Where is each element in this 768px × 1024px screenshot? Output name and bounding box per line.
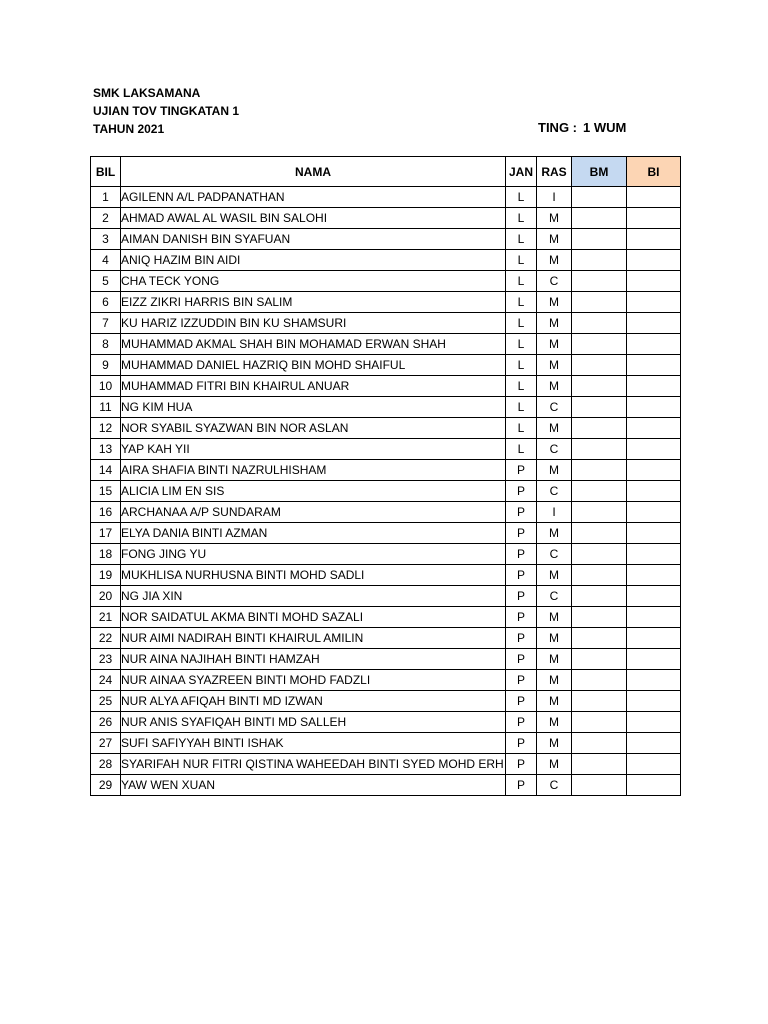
cell-ras: M bbox=[537, 523, 572, 544]
cell-bi[interactable] bbox=[627, 271, 681, 292]
cell-nama: NG KIM HUA bbox=[121, 397, 506, 418]
cell-bil: 22 bbox=[91, 628, 121, 649]
cell-jan: P bbox=[506, 502, 537, 523]
cell-bil: 21 bbox=[91, 607, 121, 628]
cell-bi[interactable] bbox=[627, 292, 681, 313]
column-header-bil: BIL bbox=[91, 157, 121, 187]
cell-bil: 5 bbox=[91, 271, 121, 292]
cell-jan: L bbox=[506, 418, 537, 439]
cell-jan: P bbox=[506, 628, 537, 649]
cell-jan: L bbox=[506, 355, 537, 376]
cell-bil: 20 bbox=[91, 586, 121, 607]
cell-nama: AIMAN DANISH BIN SYAFUAN bbox=[121, 229, 506, 250]
cell-jan: L bbox=[506, 292, 537, 313]
cell-bi[interactable] bbox=[627, 565, 681, 586]
cell-nama: MUHAMMAD AKMAL SHAH BIN MOHAMAD ERWAN SHAH bbox=[121, 334, 506, 355]
cell-nama: NOR SYABIL SYAZWAN BIN NOR ASLAN bbox=[121, 418, 506, 439]
cell-ras: M bbox=[537, 376, 572, 397]
cell-jan: L bbox=[506, 229, 537, 250]
table-row bbox=[91, 502, 681, 523]
table-header-row bbox=[91, 157, 681, 187]
cell-bi[interactable] bbox=[627, 397, 681, 418]
cell-bil: 23 bbox=[91, 649, 121, 670]
table-row bbox=[91, 439, 681, 460]
table-row bbox=[91, 733, 681, 754]
cell-bm[interactable] bbox=[572, 733, 627, 754]
cell-bi[interactable] bbox=[627, 313, 681, 334]
cell-ras: C bbox=[537, 439, 572, 460]
cell-ras: M bbox=[537, 712, 572, 733]
cell-bm[interactable] bbox=[572, 691, 627, 712]
cell-bm[interactable] bbox=[572, 418, 627, 439]
cell-nama: ANIQ HAZIM BIN AIDI bbox=[121, 250, 506, 271]
cell-bi[interactable] bbox=[627, 775, 681, 796]
cell-ras: M bbox=[537, 355, 572, 376]
cell-nama: NUR AIMI NADIRAH BINTI KHAIRUL AMILIN bbox=[121, 628, 506, 649]
table-row bbox=[91, 271, 681, 292]
cell-ras: M bbox=[537, 649, 572, 670]
cell-bm[interactable] bbox=[572, 250, 627, 271]
cell-bil: 17 bbox=[91, 523, 121, 544]
table-row bbox=[91, 355, 681, 376]
cell-jan: L bbox=[506, 271, 537, 292]
cell-ras: M bbox=[537, 418, 572, 439]
cell-bm[interactable] bbox=[572, 775, 627, 796]
cell-nama: NUR ALYA AFIQAH BINTI MD IZWAN bbox=[121, 691, 506, 712]
cell-bm[interactable] bbox=[572, 481, 627, 502]
cell-bi[interactable] bbox=[627, 523, 681, 544]
cell-bi[interactable] bbox=[627, 439, 681, 460]
cell-bi[interactable] bbox=[627, 670, 681, 691]
table-row bbox=[91, 460, 681, 481]
cell-bi[interactable] bbox=[627, 208, 681, 229]
student-roster-table bbox=[90, 156, 681, 796]
cell-bi[interactable] bbox=[627, 460, 681, 481]
cell-jan: P bbox=[506, 754, 537, 775]
cell-bil: 7 bbox=[91, 313, 121, 334]
cell-ras: I bbox=[537, 187, 572, 208]
cell-bi[interactable] bbox=[627, 355, 681, 376]
cell-bil: 19 bbox=[91, 565, 121, 586]
cell-jan: L bbox=[506, 250, 537, 271]
cell-bi[interactable] bbox=[627, 544, 681, 565]
cell-ras: M bbox=[537, 691, 572, 712]
cell-ras: M bbox=[537, 607, 572, 628]
cell-nama: ARCHANAA A/P SUNDARAM bbox=[121, 502, 506, 523]
cell-bm[interactable] bbox=[572, 397, 627, 418]
column-header-bi: BI bbox=[627, 157, 681, 187]
cell-bil: 28 bbox=[91, 754, 121, 775]
cell-bi[interactable] bbox=[627, 334, 681, 355]
cell-jan: P bbox=[506, 565, 537, 586]
cell-bi[interactable] bbox=[627, 481, 681, 502]
cell-bi[interactable] bbox=[627, 733, 681, 754]
cell-bi[interactable] bbox=[627, 607, 681, 628]
cell-jan: P bbox=[506, 586, 537, 607]
cell-ras: M bbox=[537, 292, 572, 313]
cell-nama: MUHAMMAD FITRI BIN KHAIRUL ANUAR bbox=[121, 376, 506, 397]
cell-ras: M bbox=[537, 565, 572, 586]
cell-ras: M bbox=[537, 628, 572, 649]
cell-bi[interactable] bbox=[627, 586, 681, 607]
cell-bil: 16 bbox=[91, 502, 121, 523]
column-header-bm: BM bbox=[572, 157, 627, 187]
cell-bi[interactable] bbox=[627, 187, 681, 208]
cell-jan: P bbox=[506, 544, 537, 565]
cell-bi[interactable] bbox=[627, 691, 681, 712]
cell-bil: 14 bbox=[91, 460, 121, 481]
cell-nama: ELYA DANIA BINTI AZMAN bbox=[121, 523, 506, 544]
exam-year: TAHUN 2021 bbox=[93, 122, 165, 136]
cell-bil: 15 bbox=[91, 481, 121, 502]
cell-bm[interactable] bbox=[572, 271, 627, 292]
table-row bbox=[91, 418, 681, 439]
exam-title: UJIAN TOV TINGKATAN 1 bbox=[93, 104, 240, 118]
cell-bm[interactable] bbox=[572, 439, 627, 460]
cell-ras: C bbox=[537, 544, 572, 565]
cell-bm[interactable] bbox=[572, 292, 627, 313]
cell-ras: M bbox=[537, 733, 572, 754]
cell-nama: MUHAMMAD DANIEL HAZRIQ BIN MOHD SHAIFUL bbox=[121, 355, 506, 376]
table-row bbox=[91, 691, 681, 712]
column-header-nama: NAMA bbox=[121, 157, 506, 187]
cell-bil: 9 bbox=[91, 355, 121, 376]
table-row bbox=[91, 649, 681, 670]
cell-bil: 2 bbox=[91, 208, 121, 229]
cell-jan: P bbox=[506, 481, 537, 502]
cell-nama: AIRA SHAFIA BINTI NAZRULHISHAM bbox=[121, 460, 506, 481]
cell-bm[interactable] bbox=[572, 670, 627, 691]
cell-bi[interactable] bbox=[627, 502, 681, 523]
cell-bm[interactable] bbox=[572, 544, 627, 565]
table-row bbox=[91, 334, 681, 355]
cell-nama: AGILENN A/L PADPANATHAN bbox=[121, 187, 506, 208]
cell-nama: MUKHLISA NURHUSNA BINTI MOHD SADLI bbox=[121, 565, 506, 586]
cell-ras: C bbox=[537, 397, 572, 418]
cell-ras: M bbox=[537, 250, 572, 271]
cell-ras: M bbox=[537, 208, 572, 229]
cell-jan: P bbox=[506, 691, 537, 712]
cell-ras: I bbox=[537, 502, 572, 523]
cell-bm[interactable] bbox=[572, 754, 627, 775]
cell-bm[interactable] bbox=[572, 376, 627, 397]
cell-bi[interactable] bbox=[627, 628, 681, 649]
table-row bbox=[91, 607, 681, 628]
cell-jan: L bbox=[506, 334, 537, 355]
cell-ras: M bbox=[537, 754, 572, 775]
cell-jan: P bbox=[506, 775, 537, 796]
cell-bi[interactable] bbox=[627, 754, 681, 775]
cell-jan: L bbox=[506, 187, 537, 208]
cell-bm[interactable] bbox=[572, 523, 627, 544]
cell-ras: C bbox=[537, 775, 572, 796]
cell-nama: NUR AINA NAJIHAH BINTI HAMZAH bbox=[121, 649, 506, 670]
cell-ras: C bbox=[537, 481, 572, 502]
cell-jan: P bbox=[506, 670, 537, 691]
table-row bbox=[91, 229, 681, 250]
cell-nama: SYARIFAH NUR FITRI QISTINA WAHEEDAH BINTI SYED MOHD ERH bbox=[121, 754, 506, 775]
cell-bi[interactable] bbox=[627, 250, 681, 271]
cell-bm[interactable] bbox=[572, 229, 627, 250]
cell-nama: YAW WEN XUAN bbox=[121, 775, 506, 796]
table-row bbox=[91, 187, 681, 208]
cell-bi[interactable] bbox=[627, 712, 681, 733]
cell-bil: 18 bbox=[91, 544, 121, 565]
cell-bil: 12 bbox=[91, 418, 121, 439]
table-row bbox=[91, 712, 681, 733]
cell-nama: NUR ANIS SYAFIQAH BINTI MD SALLEH bbox=[121, 712, 506, 733]
cell-bm[interactable] bbox=[572, 649, 627, 670]
cell-bil: 11 bbox=[91, 397, 121, 418]
cell-bi[interactable] bbox=[627, 418, 681, 439]
table-row bbox=[91, 250, 681, 271]
cell-bi[interactable] bbox=[627, 649, 681, 670]
cell-ras: M bbox=[537, 670, 572, 691]
cell-bm[interactable] bbox=[572, 712, 627, 733]
cell-bi[interactable] bbox=[627, 229, 681, 250]
class-label-value: 1 WUM bbox=[583, 120, 627, 135]
cell-bil: 4 bbox=[91, 250, 121, 271]
cell-nama: NOR SAIDATUL AKMA BINTI MOHD SAZALI bbox=[121, 607, 506, 628]
class-label-key: TING : bbox=[538, 120, 577, 135]
table-row bbox=[91, 775, 681, 796]
cell-jan: L bbox=[506, 439, 537, 460]
cell-ras: M bbox=[537, 460, 572, 481]
cell-nama: NUR AINAA SYAZREEN BINTI MOHD FADZLI bbox=[121, 670, 506, 691]
table-row bbox=[91, 292, 681, 313]
cell-bm[interactable] bbox=[572, 208, 627, 229]
cell-nama: FONG JING YU bbox=[121, 544, 506, 565]
cell-bil: 29 bbox=[91, 775, 121, 796]
cell-ras: M bbox=[537, 334, 572, 355]
cell-bi[interactable] bbox=[627, 376, 681, 397]
cell-ras: M bbox=[537, 313, 572, 334]
cell-bm[interactable] bbox=[572, 187, 627, 208]
column-header-jan: JAN bbox=[506, 157, 537, 187]
table-row bbox=[91, 481, 681, 502]
cell-bm[interactable] bbox=[572, 334, 627, 355]
table-row bbox=[91, 397, 681, 418]
cell-ras: M bbox=[537, 229, 572, 250]
roster-body bbox=[91, 187, 681, 796]
cell-bm[interactable] bbox=[572, 628, 627, 649]
cell-jan: P bbox=[506, 460, 537, 481]
cell-ras: C bbox=[537, 586, 572, 607]
cell-jan: P bbox=[506, 649, 537, 670]
cell-nama: YAP KAH YII bbox=[121, 439, 506, 460]
cell-nama: KU HARIZ IZZUDDIN BIN KU SHAMSURI bbox=[121, 313, 506, 334]
table-row bbox=[91, 565, 681, 586]
cell-jan: P bbox=[506, 712, 537, 733]
cell-bm[interactable] bbox=[572, 586, 627, 607]
cell-jan: P bbox=[506, 523, 537, 544]
cell-bil: 6 bbox=[91, 292, 121, 313]
cell-bm[interactable] bbox=[572, 502, 627, 523]
column-header-ras: RAS bbox=[537, 157, 572, 187]
cell-jan: L bbox=[506, 397, 537, 418]
cell-ras: C bbox=[537, 271, 572, 292]
class-label bbox=[538, 120, 626, 135]
table-row bbox=[91, 523, 681, 544]
table-row bbox=[91, 754, 681, 775]
cell-nama: AHMAD AWAL AL WASIL BIN SALOHI bbox=[121, 208, 506, 229]
table-row bbox=[91, 670, 681, 691]
cell-bil: 25 bbox=[91, 691, 121, 712]
cell-bil: 27 bbox=[91, 733, 121, 754]
school-name: SMK LAKSAMANA bbox=[93, 86, 201, 100]
table-row bbox=[91, 376, 681, 397]
cell-jan: P bbox=[506, 607, 537, 628]
cell-bil: 1 bbox=[91, 187, 121, 208]
cell-bm[interactable] bbox=[572, 460, 627, 481]
cell-bil: 13 bbox=[91, 439, 121, 460]
cell-nama: CHA TECK YONG bbox=[121, 271, 506, 292]
table-row bbox=[91, 313, 681, 334]
cell-nama: EIZZ ZIKRI HARRIS BIN SALIM bbox=[121, 292, 506, 313]
table-row bbox=[91, 628, 681, 649]
cell-jan: L bbox=[506, 313, 537, 334]
cell-jan: P bbox=[506, 733, 537, 754]
cell-jan: L bbox=[506, 208, 537, 229]
cell-bil: 3 bbox=[91, 229, 121, 250]
cell-nama: ALICIA LIM EN SIS bbox=[121, 481, 506, 502]
table-row bbox=[91, 208, 681, 229]
cell-nama: SUFI SAFIYYAH BINTI ISHAK bbox=[121, 733, 506, 754]
cell-bil: 10 bbox=[91, 376, 121, 397]
cell-bil: 26 bbox=[91, 712, 121, 733]
table-row bbox=[91, 544, 681, 565]
cell-bm[interactable] bbox=[572, 355, 627, 376]
cell-bm[interactable] bbox=[572, 565, 627, 586]
table-row bbox=[91, 586, 681, 607]
cell-bil: 24 bbox=[91, 670, 121, 691]
cell-bil: 8 bbox=[91, 334, 121, 355]
cell-bm[interactable] bbox=[572, 313, 627, 334]
cell-nama: NG JIA XIN bbox=[121, 586, 506, 607]
cell-jan: L bbox=[506, 376, 537, 397]
cell-bm[interactable] bbox=[572, 607, 627, 628]
